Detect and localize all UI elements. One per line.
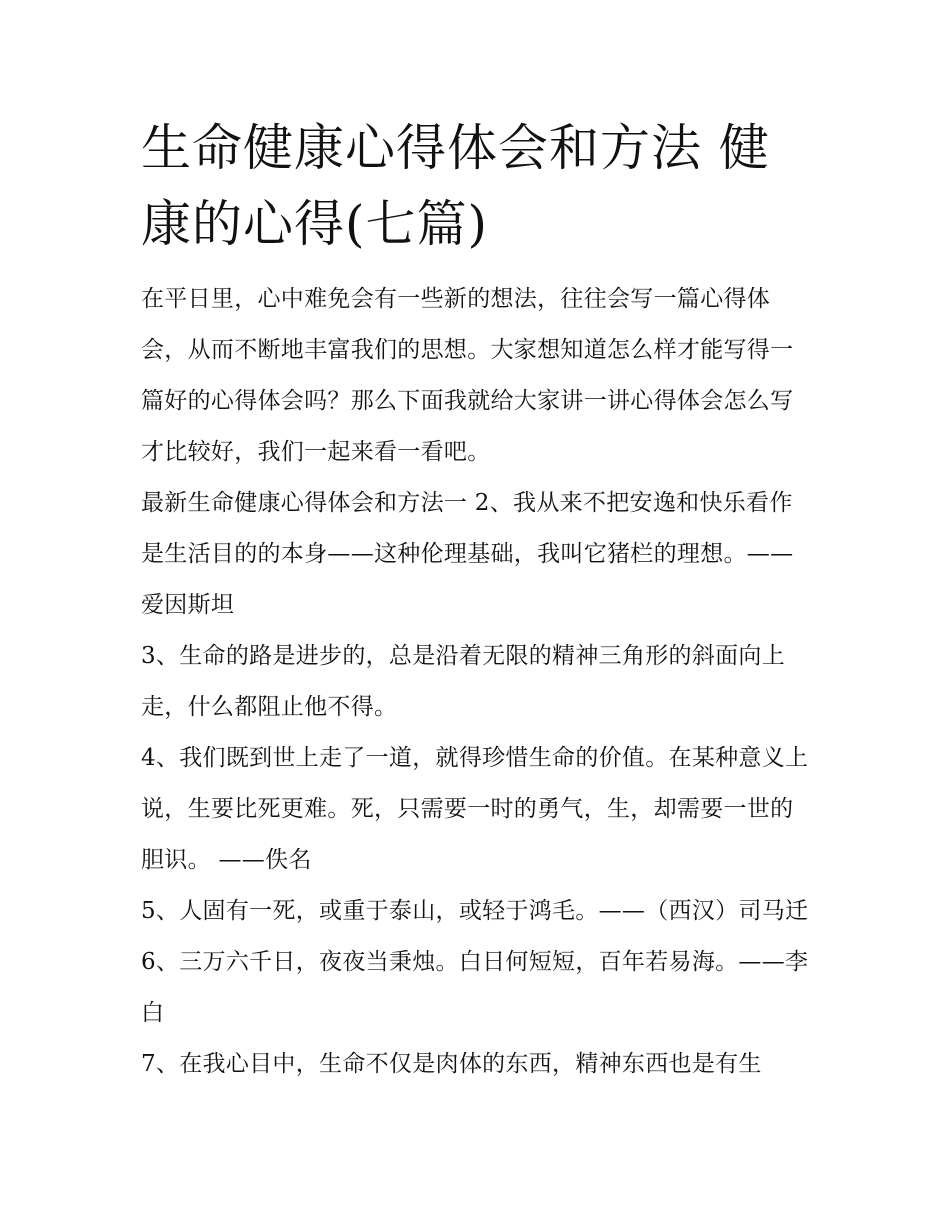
document-body — [141, 274, 813, 1090]
quote-paragraph-3: 3、生命的路是进步的，总是沿着无限的精神三角形的斜面向上走，什么都阻止他不得。 — [141, 643, 786, 720]
document-page — [141, 110, 813, 1090]
quote-paragraph-7: 7、在我心目中，生命不仅是肉体的东西，精神东西也是有生 — [141, 1051, 762, 1077]
quote-paragraph-2: 最新生命健康心得体会和方法一 2、我从来不把安逸和快乐看作是生活目的的本身——这种伦理基础，我叫它猪栏的理想。——爱因斯坦 — [141, 490, 794, 618]
quote-paragraph-4: 4、我们既到世上走了一道，就得珍惜生命的价值。在某种意义上说，生要比死更难。死，只需要一时的勇气，生，却需要一世的胆识。 ——佚名 — [141, 745, 809, 873]
intro-paragraph: 在平日里，心中难免会有一些新的想法，往往会写一篇心得体会，从而不断地丰富我们的思想。大家想知道怎么样才能写得一篇好的心得体会吗？那么下面我就给大家讲一讲心得体会怎么写才比较好，我们一起来看一看吧。 — [141, 286, 794, 465]
quote-paragraph-5-6: 5、人固有一死，或重于泰山，或轻于鸿毛。——（西汉）司马迁 6、三万六千日，夜夜当秉烛。白日何短短，百年若易海。——李白 — [141, 898, 809, 1026]
document-title: 生命健康心得体会和方法 健康的心得(七篇) — [141, 119, 770, 253]
